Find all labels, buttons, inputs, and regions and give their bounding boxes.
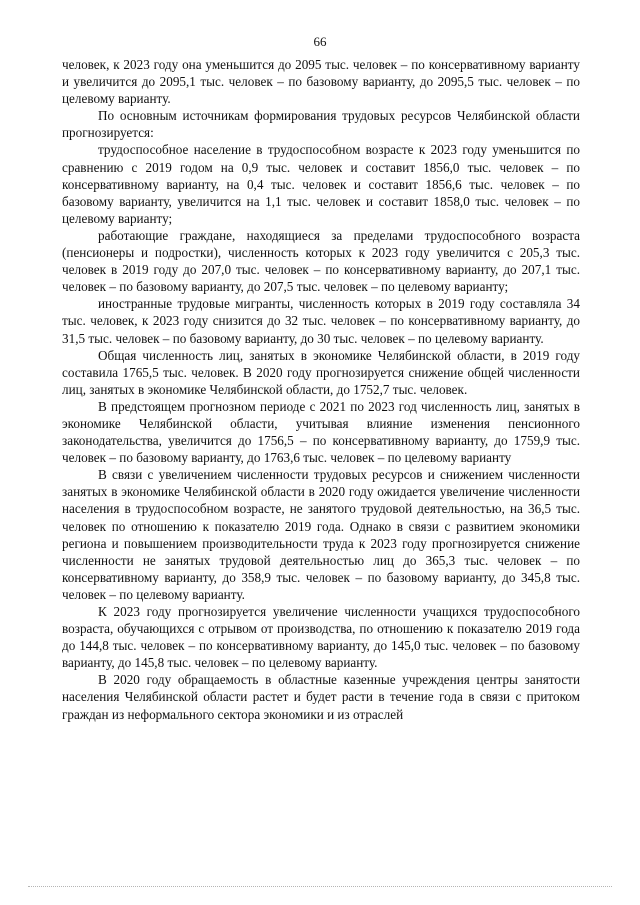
document-body	[62, 56, 580, 723]
paragraph-working-pensioners: работающие граждане, находящиеся за пределами трудоспособного возраста (пенсионеры и подростки), численность которых к 2023 году увеличится с 205,3 тыс. человек в 2019 году до 207,0 тыс. человек – по консервативному варианту, до 207,1 тыс. человек – по базовому варианту, до 207,5 тыс. человек – по целевому варианту;	[62, 227, 580, 295]
paragraph-employment-centers: В 2020 году обращаемость в областные казенные учреждения центры занятости населения Челябинской области растет и будет расти в течение года в связи с притоком граждан из неформального сектора экономики и из отраслей	[62, 672, 580, 722]
bottom-scan-edge	[28, 886, 612, 887]
paragraph-unemployed-population: В связи с увеличением численности трудовых ресурсов и снижением численности занятых в экономике Челябинской области в 2020 году ожидается увеличение численности населения в трудоспособном возрасте, не занятого трудовой деятельностью, на 36,5 тыс. человек по отношению к показателю 2019 года. Однако в связи с развитием экономики региона и повышением производительности труда к 2023 году прогнозируется снижение численности не занятых трудовой деятельностью лиц до 365,3 тыс. человек – по консервативному варианту, до 358,9 тыс. человек – по базовому варианту, до 345,8 тыс. человек – по целевому варианту.	[62, 467, 580, 602]
page-number: 66	[313, 34, 327, 49]
paragraph-working-age-population: трудоспособное население в трудоспособном возрасте к 2023 году уменьшится по сравнению с 2019 годом на 0,9 тыс. человек и составит 1856,0 тыс. человек – по консервативному варианту, на 0,4 тыс. человек и составит 1856,6 тыс. человек – по базовому варианту, увеличится на 1,1 тыс. человек и составит 1858,0 тыс. человек – по целевому варианту;	[62, 142, 580, 226]
paragraph-students: К 2023 году прогнозируется увеличение численности учащихся трудоспособного возраста, обучающихся с отрывом от производства, по отношению к показателю 2019 года до 144,8 тыс. человек – по консервативному варианту, до 145,0 тыс. человек – по базовому варианту, до 145,8 тыс. человек – по целевому варианту.	[62, 604, 580, 671]
paragraph-forecast-period: В предстоящем прогнозном периоде с 2021 по 2023 год численность лиц, занятых в экономике Челябинской области, учитывая влияние изменения пенсионного законодательства, увеличится до 1756,5 – по консервативному варианту, до 1759,9 тыс. человек – по базовому варианту, до 1763,6 тыс. человек – по целевому варианту	[62, 398, 580, 466]
paragraph-sources-intro: По основным источникам формирования трудовых ресурсов Челябинской области прогнозируется:	[62, 108, 580, 141]
paragraph-labor-migrants: иностранные трудовые мигранты, численность которых в 2019 году составляла 34 тыс. человек, к 2023 году снизится до 32 тыс. человек – по консервативному варианту, до 31,5 тыс. человек – по базовому варианту, до 30 тыс. человек – по целевому варианту.	[62, 296, 580, 346]
paragraph-continuation: человек, к 2023 году она уменьшится до 2095 тыс. человек – по консервативному варианту и увеличится до 2095,1 тыс. человек – по базовому варианту, до 2095,5 тыс. человек – по целевому варианту.	[62, 57, 580, 107]
paragraph-total-employed: Общая численность лиц, занятых в экономике Челябинской области, в 2019 году составила 1765,5 тыс. человек. В 2020 году прогнозируется снижение общей численности лиц, занятых в экономике Челябинской области, до 1752,7 тыс. человек.	[62, 347, 580, 397]
